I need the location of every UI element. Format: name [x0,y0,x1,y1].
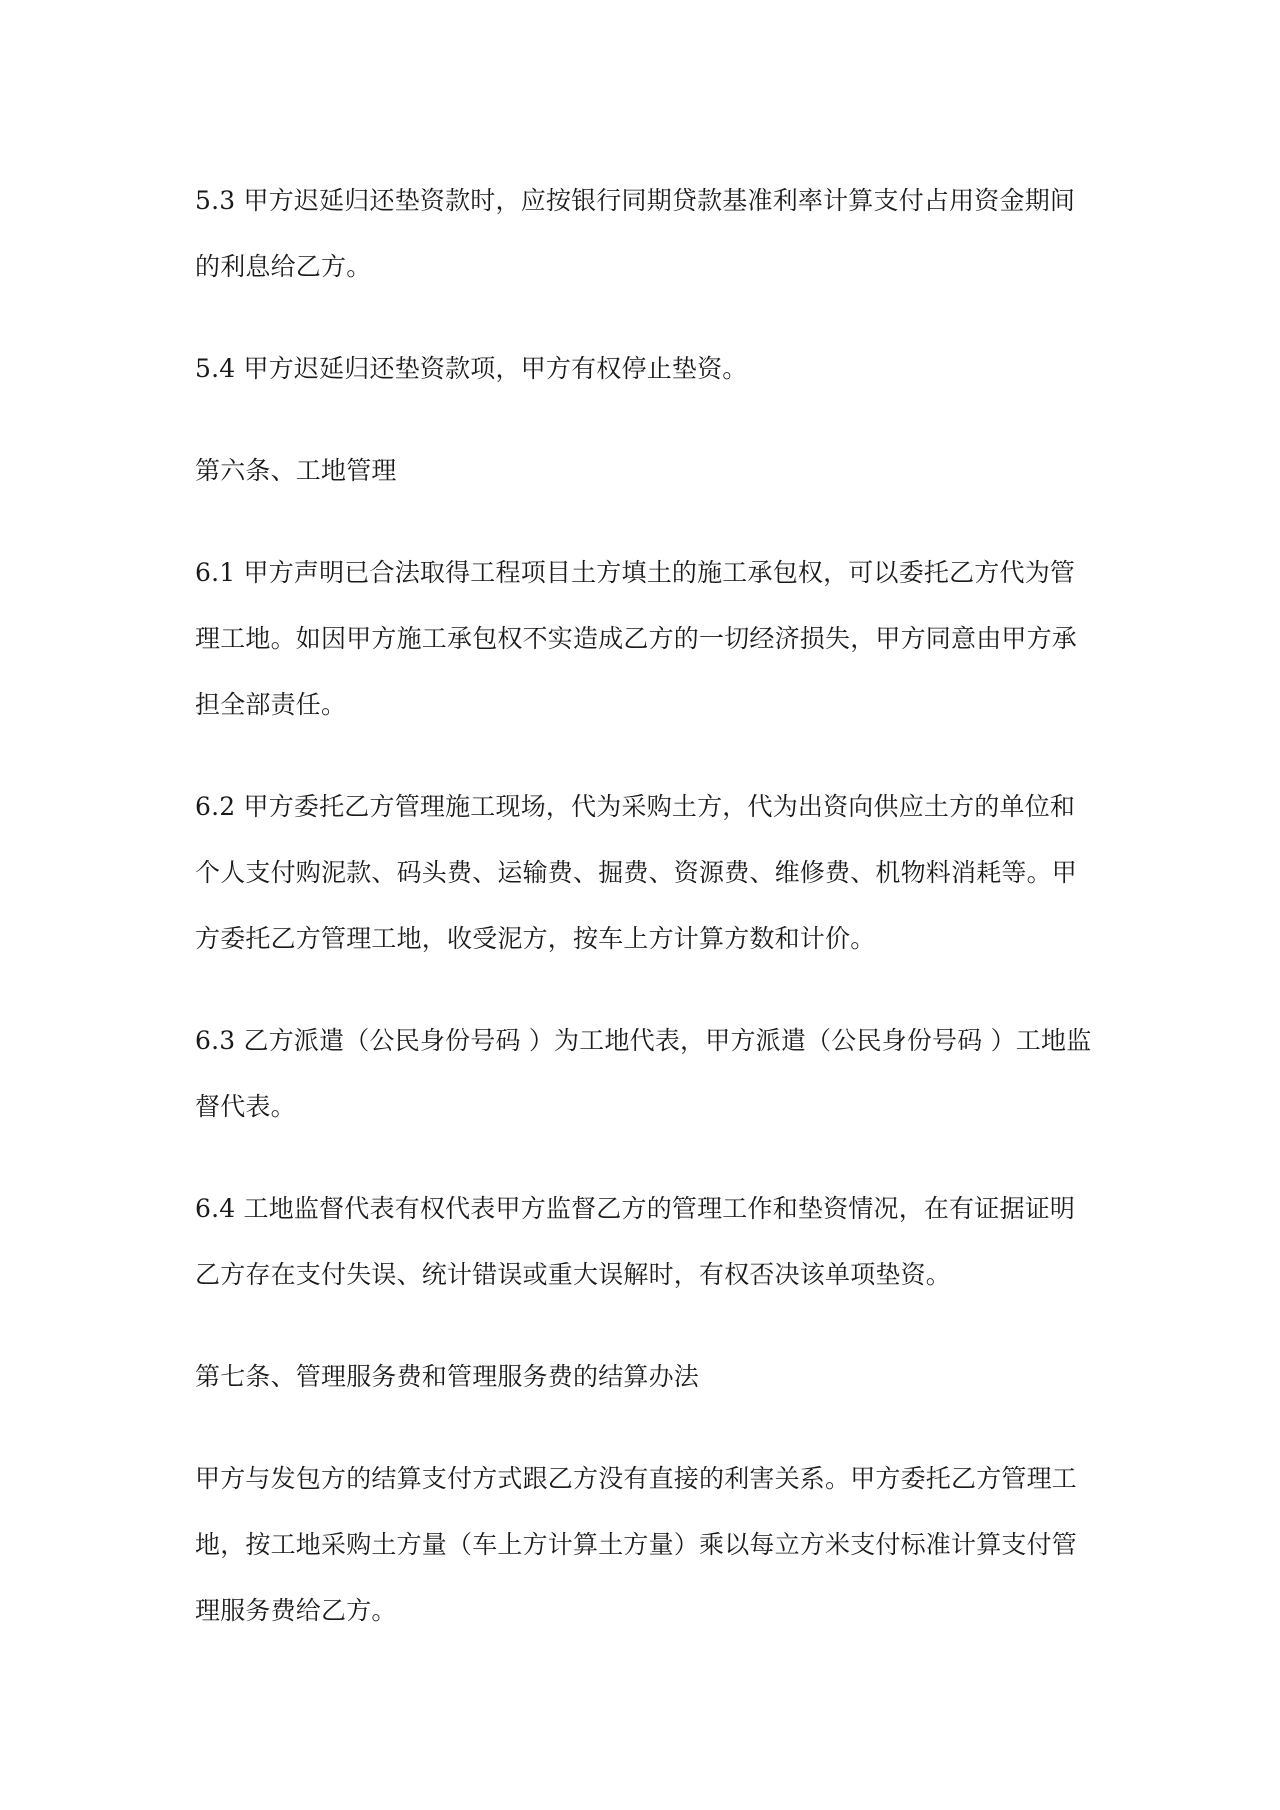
paragraph-6-3: 6.3 乙方派遣（公民身份号码 ）为工地代表，甲方派遣（公民身份号码 ）工地监督代表。 [195,1026,1092,1121]
paragraph-spacer [195,402,1095,438]
paragraph-5-3: 5.3 甲方迟延归还垫资款时，应按银行同期贷款基准利率计算支付占用资金期间的利息给乙方。 [195,186,1076,281]
paragraph-spacer [195,1410,1095,1446]
paragraph-spacer [195,1308,1095,1344]
paragraph-6-2: 6.2 甲方委托乙方管理施工现场，代为采购土方，代为出资向供应土方的单位和个人支付购泥款、码头费、运输费、掘费、资源费、维修费、机物料消耗等。甲方委托乙方管理工地，收受泥方，按车上方计算方数和计价。 [195,792,1078,953]
paragraph-spacer [195,504,1095,540]
paragraph-6-4: 6.4 工地监督代表有权代表甲方监督乙方的管理工作和垫资情况，在有证据证明乙方存在支付失误、统计错误或重大误解时，有权否决该单项垫资。 [195,1194,1076,1289]
paragraph-spacer [195,300,1095,336]
paragraph-spacer [195,972,1095,1008]
article-6-heading: 第六条、工地管理 [195,456,397,485]
paragraph-5-4: 5.4 甲方迟延归还垫资款项，甲方有权停止垫资。 [195,354,748,383]
document-body [195,168,1095,1644]
paragraph-spacer [195,1140,1095,1176]
paragraph-spacer [195,738,1095,774]
paragraph-6-1: 6.1 甲方声明已合法取得工程项目土方填土的施工承包权，可以委托乙方代为管理工地。如因甲方施工承包权不实造成乙方的一切经济损失，甲方同意由甲方承担全部责任。 [195,558,1078,719]
paragraph-7: 甲方与发包方的结算支付方式跟乙方没有直接的利害关系。甲方委托乙方管理工地，按工地采购土方量（车上方计算土方量）乘以每立方米支付标准计算支付管理服务费给乙方。 [195,1464,1078,1625]
article-7-heading: 第七条、管理服务费和管理服务费的结算办法 [195,1362,700,1391]
